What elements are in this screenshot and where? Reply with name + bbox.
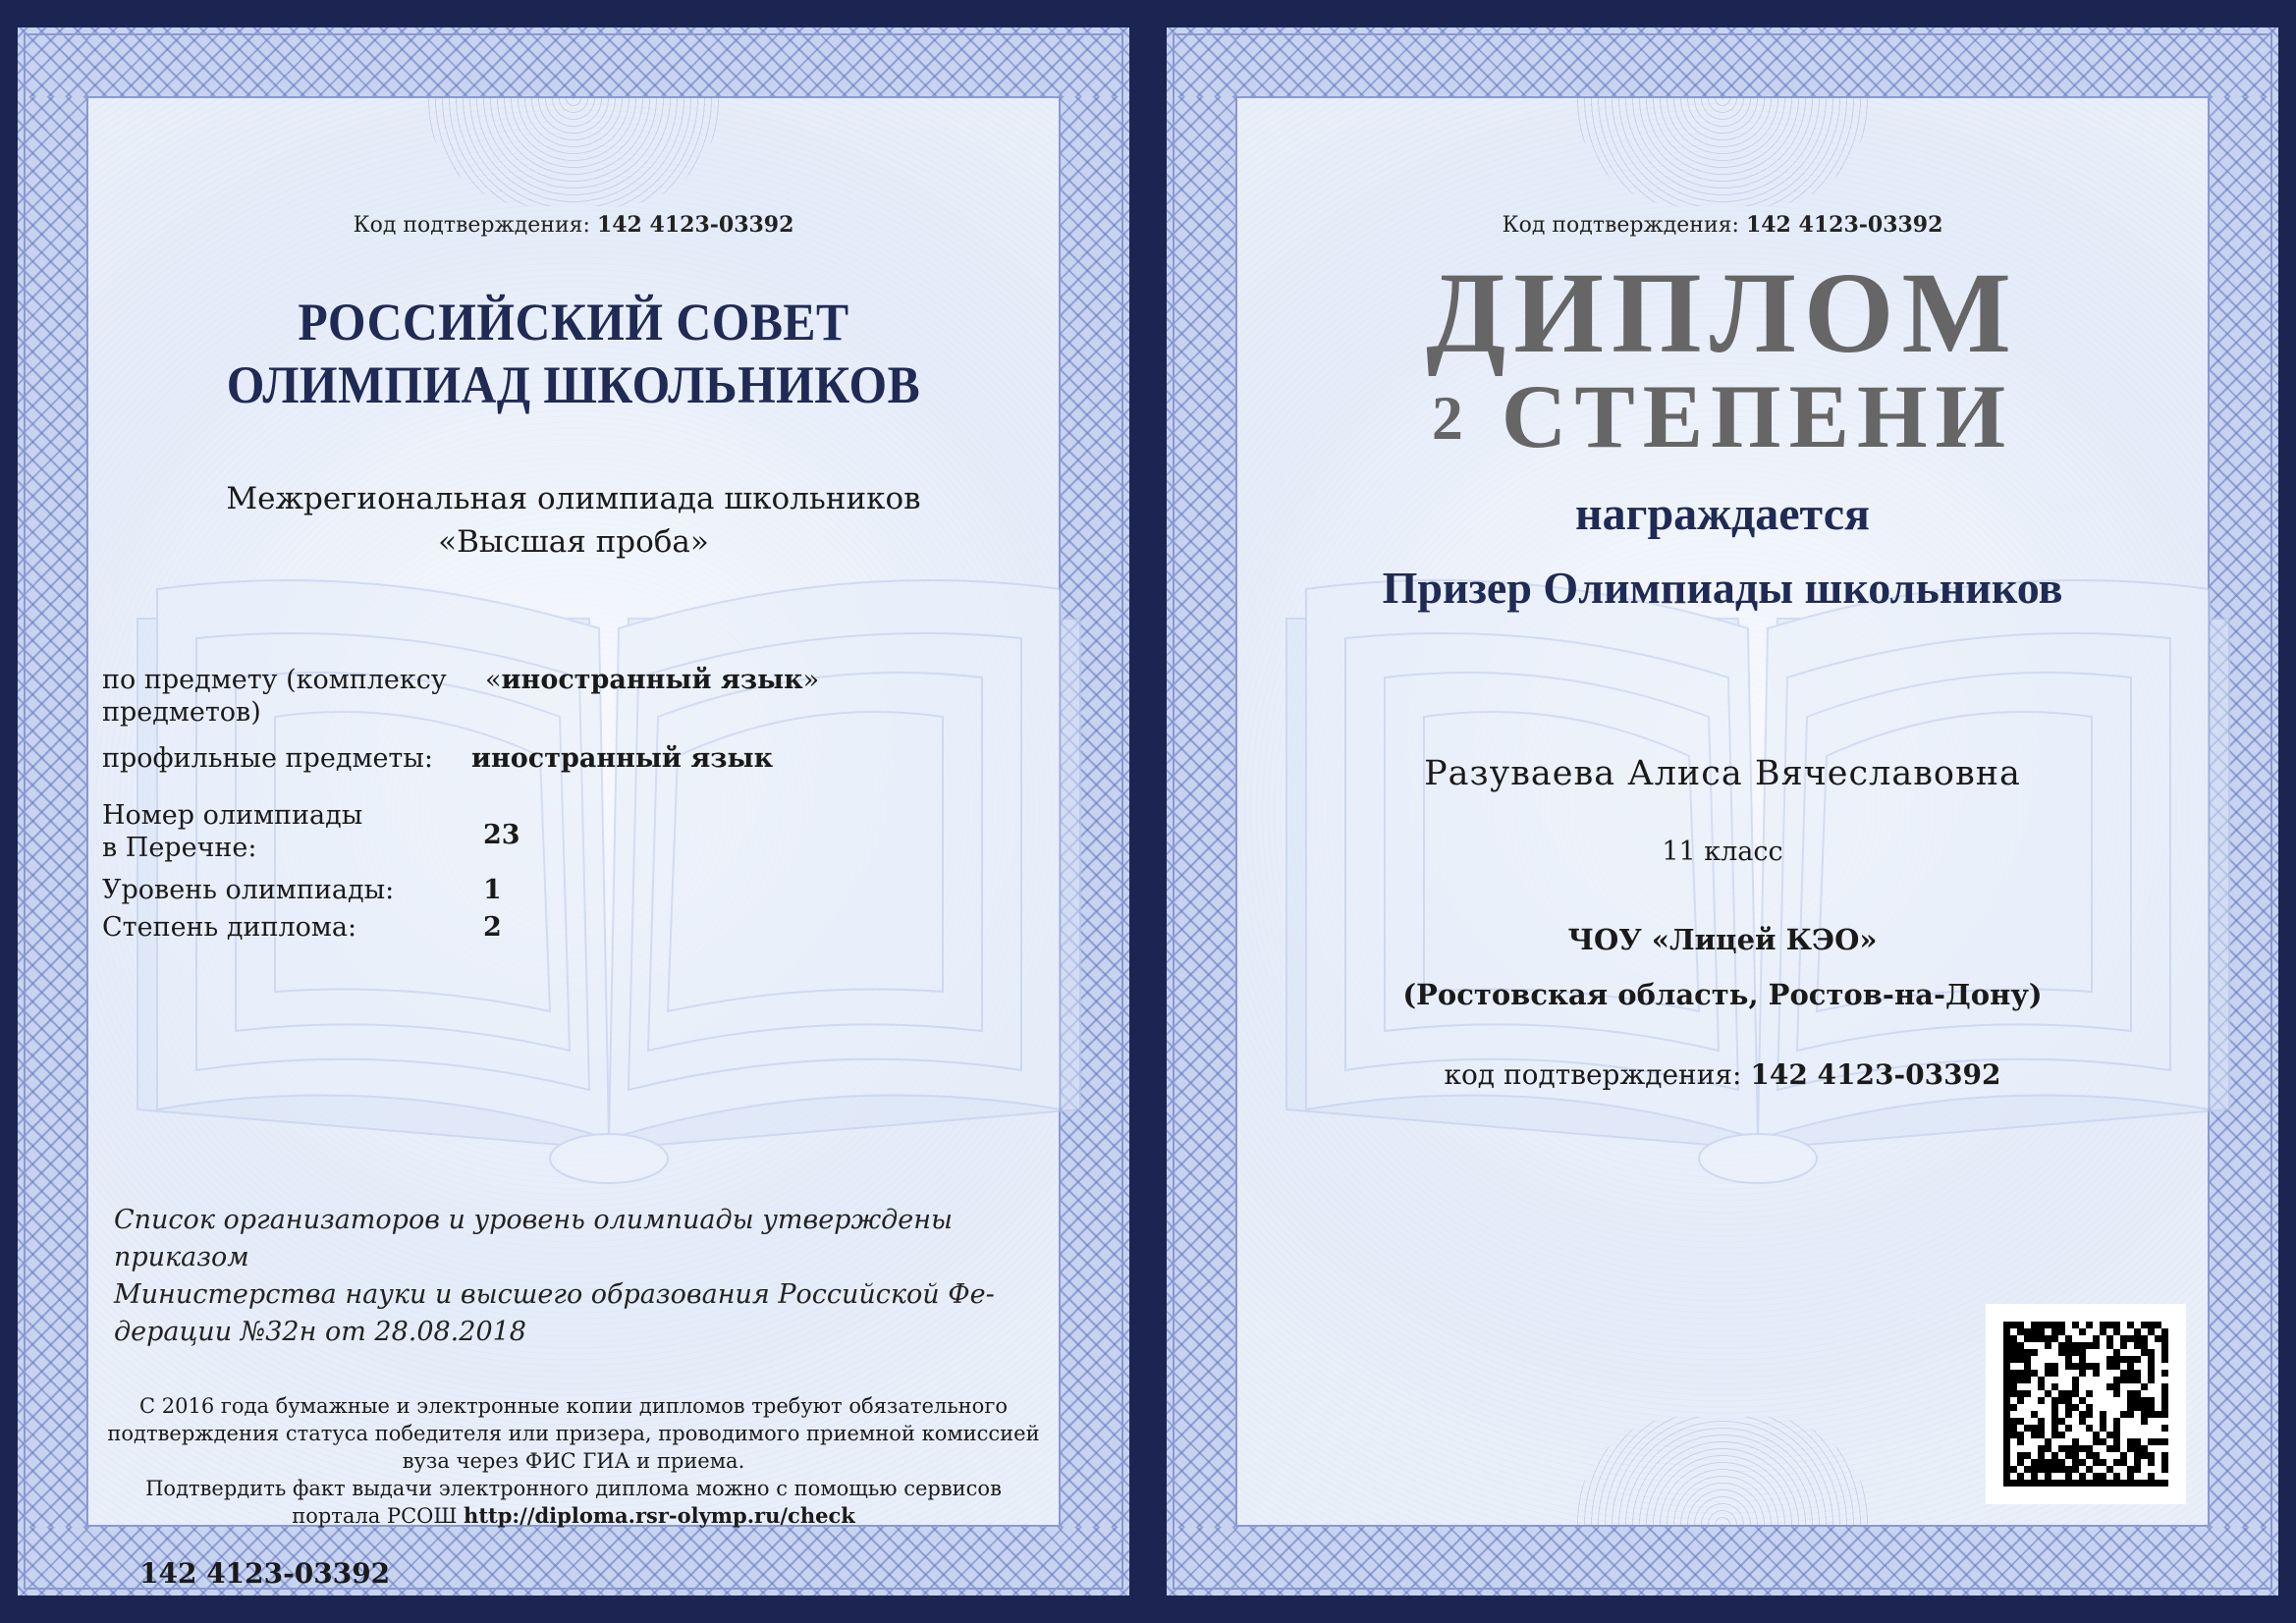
diploma-degree: 2 СТЕПЕНИ: [1431, 366, 2014, 466]
qr-code: [1986, 1304, 2186, 1504]
profile-value: иностранный язык: [471, 743, 774, 774]
bottom-confirmation-code: 142 4123-03392: [139, 1557, 391, 1590]
org-title: РОССИЙСКИЙ СОВЕТ ОЛИМПИАД ШКОЛЬНИКОВ: [226, 293, 921, 414]
rosette-ornament: [426, 98, 721, 206]
ministry-order-text: Список организаторов и уровень олимпиады утверждены приказом Министерства науки и высшего образования Российской Фе- дерации №32н от 28.08.2018: [114, 1205, 995, 1347]
diploma-title: ДИПЛОМ: [1426, 248, 2019, 377]
subject-value: «иностранный язык»: [485, 665, 820, 695]
degree-value: 2: [483, 912, 502, 943]
award-title: Призер Олимпиады школьников: [1382, 563, 2063, 613]
school-name: ЧОУ «Лицей КЭО»: [1567, 923, 1878, 956]
degree-label: Степень диплома:: [102, 912, 357, 943]
number-label: Номер олимпиады в Перечне:: [102, 800, 363, 863]
level-value: 1: [483, 875, 502, 905]
diploma-right-page: [1167, 27, 2278, 1596]
rosette-ornament-bottom: [1575, 1417, 1870, 1525]
diploma-left-page: [18, 27, 1129, 1596]
confirmation-code-header: Код подтверждения: 142 4123-03392: [353, 212, 794, 238]
recipient-name: Разуваева Алиса Вячеславовна: [1424, 754, 2021, 793]
open-book-watermark: [1267, 560, 2249, 1188]
verification-note: С 2016 года бумажные и электронные копии дипломов требуют обязательного подтверждения статуса победителя или призера, проводимого приемной комиссией вуза через ФИС ГИА и приема. Подтвердить факт выдачи электронного диплома можно с помощью сервисов портала РСОШ http://diploma.rsr-olymp.ru/check: [107, 1394, 1040, 1528]
confirmation-code-line: код подтверждения: 142 4123-03392: [1444, 1058, 2001, 1091]
level-label: Уровень олимпиады:: [102, 875, 395, 905]
subject-label: по предмету (комплексу предметов): [102, 665, 447, 728]
recipient-grade: 11 класс: [1662, 837, 1783, 867]
awarded-label: награждается: [1575, 488, 1870, 540]
number-value: 23: [483, 820, 520, 850]
verification-link[interactable]: http://diploma.rsr-olymp.ru/check: [464, 1503, 855, 1528]
school-region: (Ростовская область, Ростов-на-Дону): [1402, 978, 2043, 1011]
confirmation-code-header: Код подтверждения: 142 4123-03392: [1502, 212, 1943, 238]
profile-label: профильные предметы:: [102, 743, 433, 774]
olympiad-name: Межрегиональная олимпиада школьников «Высшая проба»: [226, 481, 921, 560]
rosette-ornament: [1575, 98, 1870, 206]
